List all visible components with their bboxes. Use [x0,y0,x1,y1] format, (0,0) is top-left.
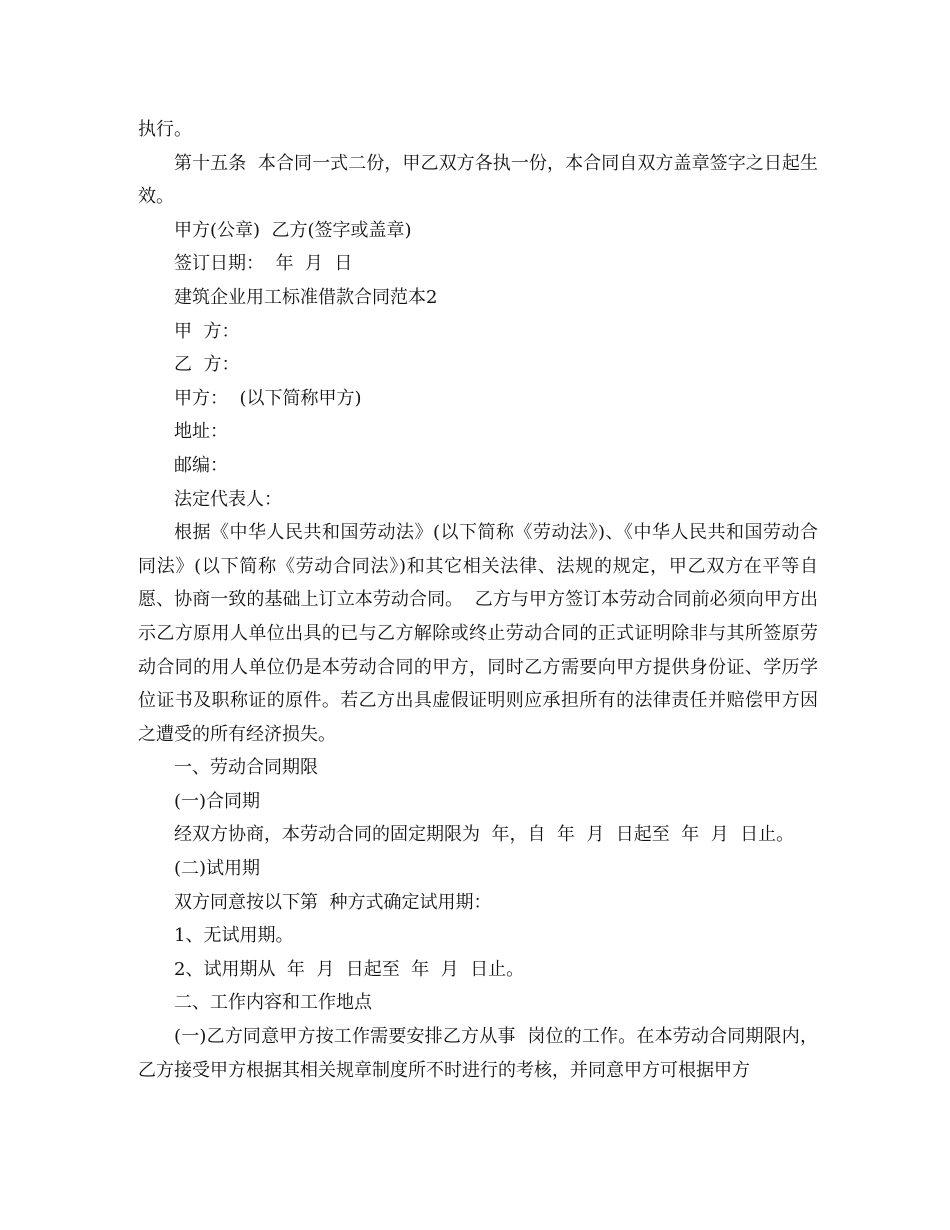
paragraph: 第十五条 本合同一式二份，甲乙双方各执一份，本合同自双方盖章签字之日起生效。 [138,152,818,208]
paragraph: 经双方协商，本劳动合同的固定期限为 年，自 年 月 日起至 年 月 日止。 [174,824,795,846]
paragraph: 乙 方： [174,354,240,376]
paragraph: 双方同意按以下第 种方式确定试用期： [174,891,492,913]
subsection-heading: (一)合同期 [174,790,261,812]
subsection-heading: (二)试用期 [174,858,261,880]
paragraph: 根据《中华人民共和国劳动法》(以下简称《劳动法》)、《中华人民共和国劳动合同法》(以下简称《劳动合同法》)和其它相关法律、法规的规定，甲乙双方在平等自愿、协商一致的基础上订立本劳动合同。 乙方与甲方签订本劳动合同前必须向甲方出示乙方原用人单位出具的已与乙方解除或终止劳动合同的正式证明除非与其所签原劳动合同的用人单位仍是本劳动合同的甲方，同时乙方需要向甲方提供身份证、学历学位证书及职称证的原件。若乙方出具虚假证明则应承担所有的法律责任并赔偿甲方因之遭受的所有经济损失。 [138,522,818,745]
section-heading: 一、劳动合同期限 [174,757,318,779]
paragraph: 邮编： [174,454,228,476]
paragraph: 地址： [174,421,228,443]
paragraph: (一)乙方同意甲方按工作需要安排乙方从事 岗位的工作。在本劳动合同期限内，乙方接受甲方根据其相关规章制度所不时进行的考核，并同意甲方可根据甲方 [138,1026,818,1081]
paragraph: 甲方(公章) 乙方(签字或盖章) [174,219,412,241]
paragraph: 甲 方： [174,320,240,342]
section-heading: 二、工作内容和工作地点 [174,992,372,1014]
list-item: 1、无试用期。 [174,925,294,947]
list-item: 2、试用期从 年 月 日起至 年 月 日止。 [174,958,525,980]
section-title: 建筑企业用工标准借款合同范本2 [174,286,438,308]
paragraph: 执行。 [138,119,192,140]
paragraph: 甲方： (以下简称甲方) [174,387,362,409]
document-body [138,113,818,1087]
paragraph: 签订日期： 年 月 日 [174,253,353,275]
paragraph: 法定代表人： [174,488,282,510]
